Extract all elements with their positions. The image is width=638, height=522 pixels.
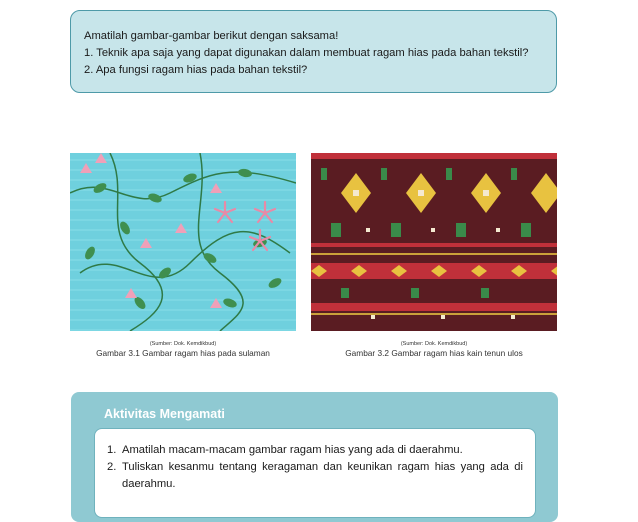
- instruction-box: [70, 10, 557, 93]
- figure-2-source: (Sumber: Dok. Kemdikbud): [400, 341, 468, 347]
- activity-item-1-number: 1.: [107, 444, 117, 456]
- ulos-illustration: [311, 153, 557, 331]
- activity-item-2-text: Tuliskan kesanmu tentang keragaman dan keunikan ragam hias yang ada di daerahmu.: [122, 461, 523, 490]
- figure-2-caption: Gambar 3.2 Gambar ragam hias kain tenun ulos: [345, 348, 523, 358]
- activity-box: [71, 392, 558, 522]
- ulos-image: [311, 153, 557, 331]
- figure-1-source: (Sumber: Dok. Kemdikbud): [149, 341, 217, 347]
- instruction-intro: Amatilah gambar-gambar berikut dengan saksama!: [84, 30, 339, 42]
- activity-item-2: [107, 459, 523, 493]
- activity-item-1: [107, 442, 523, 459]
- figure-1-caption: Gambar 3.1 Gambar ragam hias pada sulaman: [96, 348, 270, 358]
- embroidery-image: [70, 153, 296, 331]
- activity-title: Aktivitas Mengamati: [104, 407, 225, 421]
- question-2: 2. Apa fungsi ragam hias pada bahan tekstil?: [84, 64, 308, 76]
- activity-item-2-number: 2.: [107, 461, 117, 473]
- activity-card: [94, 428, 536, 518]
- question-1: 1. Teknik apa saja yang dapat digunakan dalam membuat ragam hias pada bahan tekstil?: [84, 47, 529, 59]
- embroidery-illustration: [70, 153, 296, 331]
- activity-item-1-text: Amatilah macam-macam gambar ragam hias yang ada di daerahmu.: [122, 444, 463, 456]
